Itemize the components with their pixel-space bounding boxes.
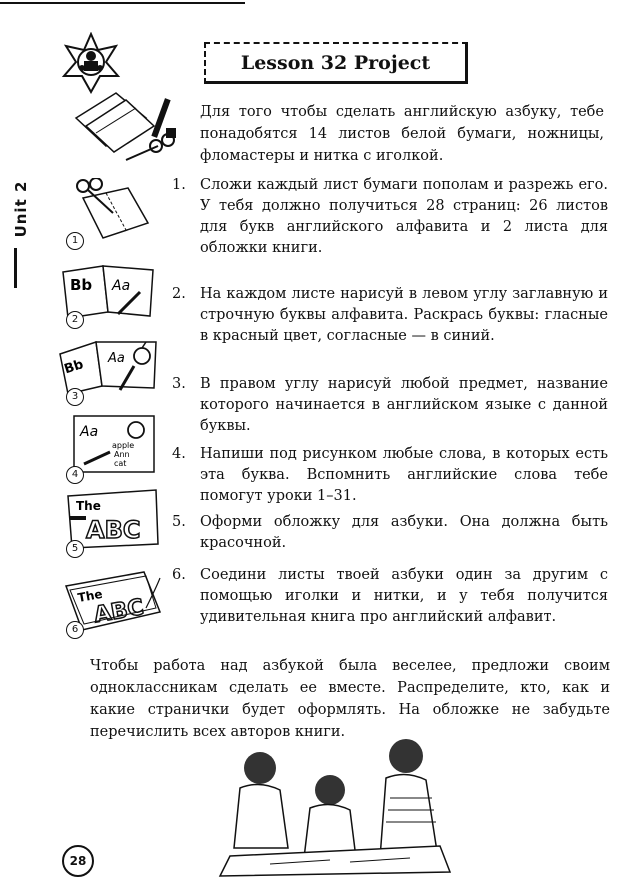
step-text: Напиши под рисунком любые слова, в которых есть эта буква. Вспомнить английские слова тебе помогут уроки 1–31. xyxy=(200,446,608,504)
step-5 xyxy=(172,512,608,554)
illus-text-bb: Bb xyxy=(62,357,86,378)
step-1 xyxy=(172,175,608,259)
step-4 xyxy=(172,444,608,507)
step-3-badge: 3 xyxy=(66,388,84,406)
step-4-illustration xyxy=(70,414,160,476)
step-5-badge: 5 xyxy=(66,540,84,558)
step-number: 1. xyxy=(172,177,186,193)
illus-text-aa: Aa xyxy=(112,278,131,294)
step-2-badge: 2 xyxy=(66,311,84,329)
illus-text-apple: apple xyxy=(112,441,135,450)
step-text: В правом углу нарисуй любой предмет, название которого начинается в английском языке с данной буквы. xyxy=(200,376,608,434)
illus-text-ann: Ann xyxy=(114,450,130,459)
step-number: 3. xyxy=(172,376,186,392)
illus-text-aa: Aa xyxy=(108,351,125,366)
step-text: Сложи каждый лист бумаги пополам и разрежь его. У тебя должно получиться 28 страниц: 26 листов для букв английского алфавита и 2 листа для обложки книги. xyxy=(200,177,608,256)
step-6-badge: 6 xyxy=(66,621,84,639)
step-4-badge: 4 xyxy=(66,466,84,484)
illus-text-bb: Bb xyxy=(70,276,93,294)
lesson-logo-icon xyxy=(60,32,122,94)
step-number: 4. xyxy=(172,446,186,462)
illus-text-cat: cat xyxy=(114,459,127,468)
unit-bar xyxy=(14,248,17,288)
lesson-title: Lesson 32 Project xyxy=(240,51,431,74)
step-1-badge: 1 xyxy=(66,232,84,250)
illus-text-aa: Aa xyxy=(80,424,99,440)
children-illustration xyxy=(210,738,460,878)
illus-text-abc: ABC xyxy=(92,595,146,629)
step-text: Оформи обложку для азбуки. Она должна быть красочной. xyxy=(200,514,608,551)
top-rule xyxy=(0,2,245,4)
illus-text-abc: ABC xyxy=(86,516,141,544)
step-6 xyxy=(172,565,608,628)
unit-label: Unit 2 xyxy=(12,180,30,238)
lesson-title-box xyxy=(204,42,468,84)
page-number: 28 xyxy=(62,845,94,877)
illus-text-the: The xyxy=(76,499,101,513)
step-2 xyxy=(172,284,608,347)
closing-paragraph: Чтобы работа над азбукой была веселее, предложи своим одноклассникам сделать ее вместе. Распределите, кто, как и какие странички будет оформлять. На обложке не забудьте перечислить всех авторов книги. xyxy=(90,658,610,740)
step-3-illustration xyxy=(56,336,160,396)
step-number: 5. xyxy=(172,514,186,530)
intro-paragraph: Для того чтобы сделать английскую азбуку, тебе понадобятся 14 листов белой бумаги, ножницы, фломастеры и нитка с иголкой. xyxy=(200,104,604,164)
step-text: На каждом листе нарисуй в левом углу заглавную и строчную буквы алфавита. Раскрась буквы: гласные в красный цвет, согласные — в синий. xyxy=(200,286,608,344)
step-number: 6. xyxy=(172,567,186,583)
step-text: Соедини листы твоей азбуки один за другим с помощью иголки и нитки, и у тебя получится удивительная книга про английский алфавит. xyxy=(200,567,608,625)
step-3 xyxy=(172,374,608,437)
step-number: 2. xyxy=(172,286,186,302)
step-5-illustration xyxy=(66,488,162,550)
illus-text-the: The xyxy=(76,586,104,606)
materials-illustration xyxy=(66,88,178,168)
